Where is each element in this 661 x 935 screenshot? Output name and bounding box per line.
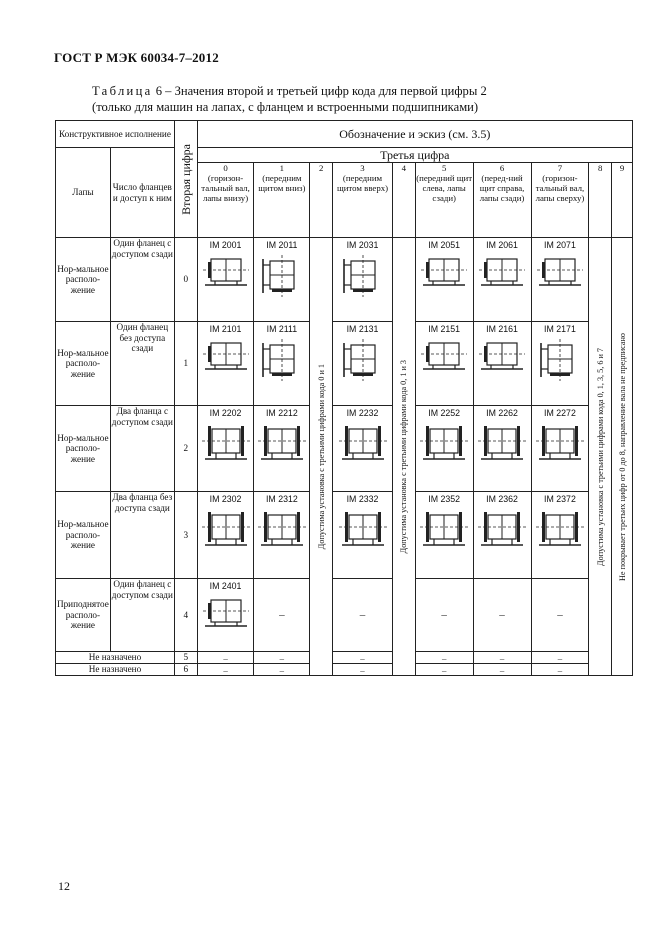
feet-cell: Нор-мальное располо-жение bbox=[56, 238, 111, 322]
header-designation: Обозначение и эскиз (см. 3.5) bbox=[197, 121, 632, 148]
dash-cell: – bbox=[415, 579, 473, 652]
vertical-note-c8: Допустима установка с третьими цифрами кода 0, 1, 3, 5, 6 и 7 bbox=[589, 238, 612, 676]
flanges-cell: Два фланца с доступом сзади bbox=[110, 406, 174, 492]
mounting-sketch-icon bbox=[257, 337, 307, 383]
im-cell: IM 2031 bbox=[333, 238, 393, 322]
table-caption bbox=[92, 83, 487, 115]
mounting-sketch-icon bbox=[535, 337, 585, 383]
mounting-sketch-icon bbox=[419, 421, 469, 467]
col-header-9: 9 bbox=[612, 163, 633, 238]
im-cell: IM 2131 bbox=[333, 322, 393, 406]
dash-cell: – bbox=[473, 664, 531, 676]
page-number: 12 bbox=[58, 879, 70, 893]
vertical-note-c4: Допустима установка с третьими цифрами кода 0, 1 и 3 bbox=[392, 238, 415, 676]
mounting-sketch-icon bbox=[338, 337, 388, 383]
mounting-sketch-icon bbox=[419, 337, 469, 383]
mounting-sketch-icon bbox=[201, 421, 251, 467]
dash-cell: – bbox=[254, 652, 310, 664]
mounting-sketch-icon bbox=[419, 253, 469, 299]
mounting-sketch-icon bbox=[477, 337, 527, 383]
header-feet: Лапы bbox=[56, 148, 111, 238]
mounting-sketch-icon bbox=[201, 337, 251, 383]
mounting-sketch-icon bbox=[257, 253, 307, 299]
im-cell: IM 2212 bbox=[254, 406, 310, 492]
dash-cell: – bbox=[415, 664, 473, 676]
dash-cell: – bbox=[333, 664, 393, 676]
col-header-4: 4 bbox=[392, 163, 415, 238]
flanges-cell: Один фланец с доступом сзади bbox=[110, 579, 174, 652]
col-header-3: 3 (передним щитом вверх) bbox=[333, 163, 393, 238]
mounting-sketch-icon bbox=[338, 253, 388, 299]
mounting-sketch-icon bbox=[338, 507, 388, 553]
col-header-8: 8 bbox=[589, 163, 612, 238]
mounting-sketch-icon bbox=[338, 421, 388, 467]
dash-cell: – bbox=[531, 579, 589, 652]
second-digit-cell: 6 bbox=[174, 664, 197, 676]
im-cell: IM 2272 bbox=[531, 406, 589, 492]
feet-cell: Приподнятое располо-жение bbox=[56, 579, 111, 652]
col-header-2: 2 bbox=[310, 163, 333, 238]
flanges-cell: Два фланца без доступа сзади bbox=[110, 492, 174, 579]
im-cell: IM 2372 bbox=[531, 492, 589, 579]
mounting-sketch-icon bbox=[535, 507, 585, 553]
caption-line-2: (только для машин на лапах, с фланцем и встроенными подшипниками) bbox=[92, 100, 479, 114]
im-cell: IM 2262 bbox=[473, 406, 531, 492]
code-table bbox=[55, 120, 633, 676]
im-cell: IM 2001 bbox=[197, 238, 254, 322]
im-cell: IM 2252 bbox=[415, 406, 473, 492]
col-header-7: 7 (горизон-тальный вал, лапы сверху) bbox=[531, 163, 589, 238]
header-third-digit: Третья цифра bbox=[197, 148, 632, 163]
feet-cell: Нор-мальное располо-жение bbox=[56, 492, 111, 579]
dash-cell: – bbox=[415, 652, 473, 664]
mounting-sketch-icon bbox=[201, 253, 251, 299]
table-row bbox=[56, 492, 633, 579]
mounting-sketch-icon bbox=[477, 507, 527, 553]
im-cell: IM 2302 bbox=[197, 492, 254, 579]
im-cell: IM 2051 bbox=[415, 238, 473, 322]
feet-cell: Нор-мальное располо-жение bbox=[56, 406, 111, 492]
im-cell: IM 2171 bbox=[531, 322, 589, 406]
im-cell: IM 2332 bbox=[333, 492, 393, 579]
dash-cell: – bbox=[197, 664, 254, 676]
im-cell: IM 2202 bbox=[197, 406, 254, 492]
im-cell: IM 2071 bbox=[531, 238, 589, 322]
dash-cell: – bbox=[473, 579, 531, 652]
flanges-cell: Один фланец без доступа сзади bbox=[110, 322, 174, 406]
im-cell: IM 2151 bbox=[415, 322, 473, 406]
vertical-note-c2: Допустима установка с третьими цифрами кода 0 и 1 bbox=[310, 238, 333, 676]
im-cell: IM 2101 bbox=[197, 322, 254, 406]
standard-designation: ГОСТ Р МЭК 60034-7–2012 bbox=[54, 50, 219, 65]
dash-cell: – bbox=[333, 652, 393, 664]
table-row bbox=[56, 664, 633, 676]
im-cell: IM 2232 bbox=[333, 406, 393, 492]
not-assigned-cell: Не назначено bbox=[56, 652, 175, 664]
mounting-sketch-icon bbox=[477, 253, 527, 299]
im-cell: IM 2161 bbox=[473, 322, 531, 406]
mounting-sketch-icon bbox=[201, 594, 251, 640]
mounting-sketch-icon bbox=[201, 507, 251, 553]
table-row bbox=[56, 652, 633, 664]
second-digit-cell: 5 bbox=[174, 652, 197, 664]
caption-label: Таблица bbox=[92, 84, 153, 98]
dash-cell: – bbox=[197, 652, 254, 664]
table-row bbox=[56, 238, 633, 322]
mounting-sketch-icon bbox=[419, 507, 469, 553]
col-header-1: 1 (передним щитом вниз) bbox=[254, 163, 310, 238]
mounting-sketch-icon bbox=[535, 253, 585, 299]
not-assigned-cell: Не назначено bbox=[56, 664, 175, 676]
second-digit-cell: 3 bbox=[174, 492, 197, 579]
mounting-sketch-icon bbox=[535, 421, 585, 467]
mounting-sketch-icon bbox=[257, 507, 307, 553]
table-row bbox=[56, 406, 633, 492]
table-row bbox=[56, 322, 633, 406]
col-header-6: 6 (перед-ний щит справа, лапы сзади) bbox=[473, 163, 531, 238]
im-cell: IM 2352 bbox=[415, 492, 473, 579]
dash-cell: – bbox=[531, 652, 589, 664]
im-cell: IM 2061 bbox=[473, 238, 531, 322]
feet-cell: Нор-мальное располо-жение bbox=[56, 322, 111, 406]
dash-cell: – bbox=[254, 664, 310, 676]
header-flanges: Число фланцев и доступ к ним bbox=[110, 148, 174, 238]
im-cell: IM 2111 bbox=[254, 322, 310, 406]
mounting-sketch-icon bbox=[257, 421, 307, 467]
table-row bbox=[56, 579, 633, 652]
header-second-digit: Вторая цифра bbox=[174, 121, 197, 238]
im-cell: IM 2011 bbox=[254, 238, 310, 322]
col-header-5: 5 (передний щит слева, лапы сзади) bbox=[415, 163, 473, 238]
im-cell: IM 2312 bbox=[254, 492, 310, 579]
vertical-note-c9: Не покрывает третьих цифр от 0 до 8, направление вала не предписано bbox=[612, 238, 633, 676]
im-cell: IM 2362 bbox=[473, 492, 531, 579]
dash-cell: – bbox=[473, 652, 531, 664]
second-digit-cell: 4 bbox=[174, 579, 197, 652]
second-digit-cell: 2 bbox=[174, 406, 197, 492]
dash-cell: – bbox=[333, 579, 393, 652]
mounting-sketch-icon bbox=[477, 421, 527, 467]
dash-cell: – bbox=[254, 579, 310, 652]
second-digit-cell: 0 bbox=[174, 238, 197, 322]
header-construct: Конструктивное исполнение bbox=[56, 121, 175, 148]
caption-line-1: 6 – Значения второй и третьей цифр кода для первой цифры 2 bbox=[155, 84, 487, 98]
dash-cell: – bbox=[531, 664, 589, 676]
second-digit-cell: 1 bbox=[174, 322, 197, 406]
im-cell: IM 2401 bbox=[197, 579, 254, 652]
flanges-cell: Один фланец с доступом сзади bbox=[110, 238, 174, 322]
col-header-0: 0 (горизон-тальный вал, лапы внизу) bbox=[197, 163, 254, 238]
